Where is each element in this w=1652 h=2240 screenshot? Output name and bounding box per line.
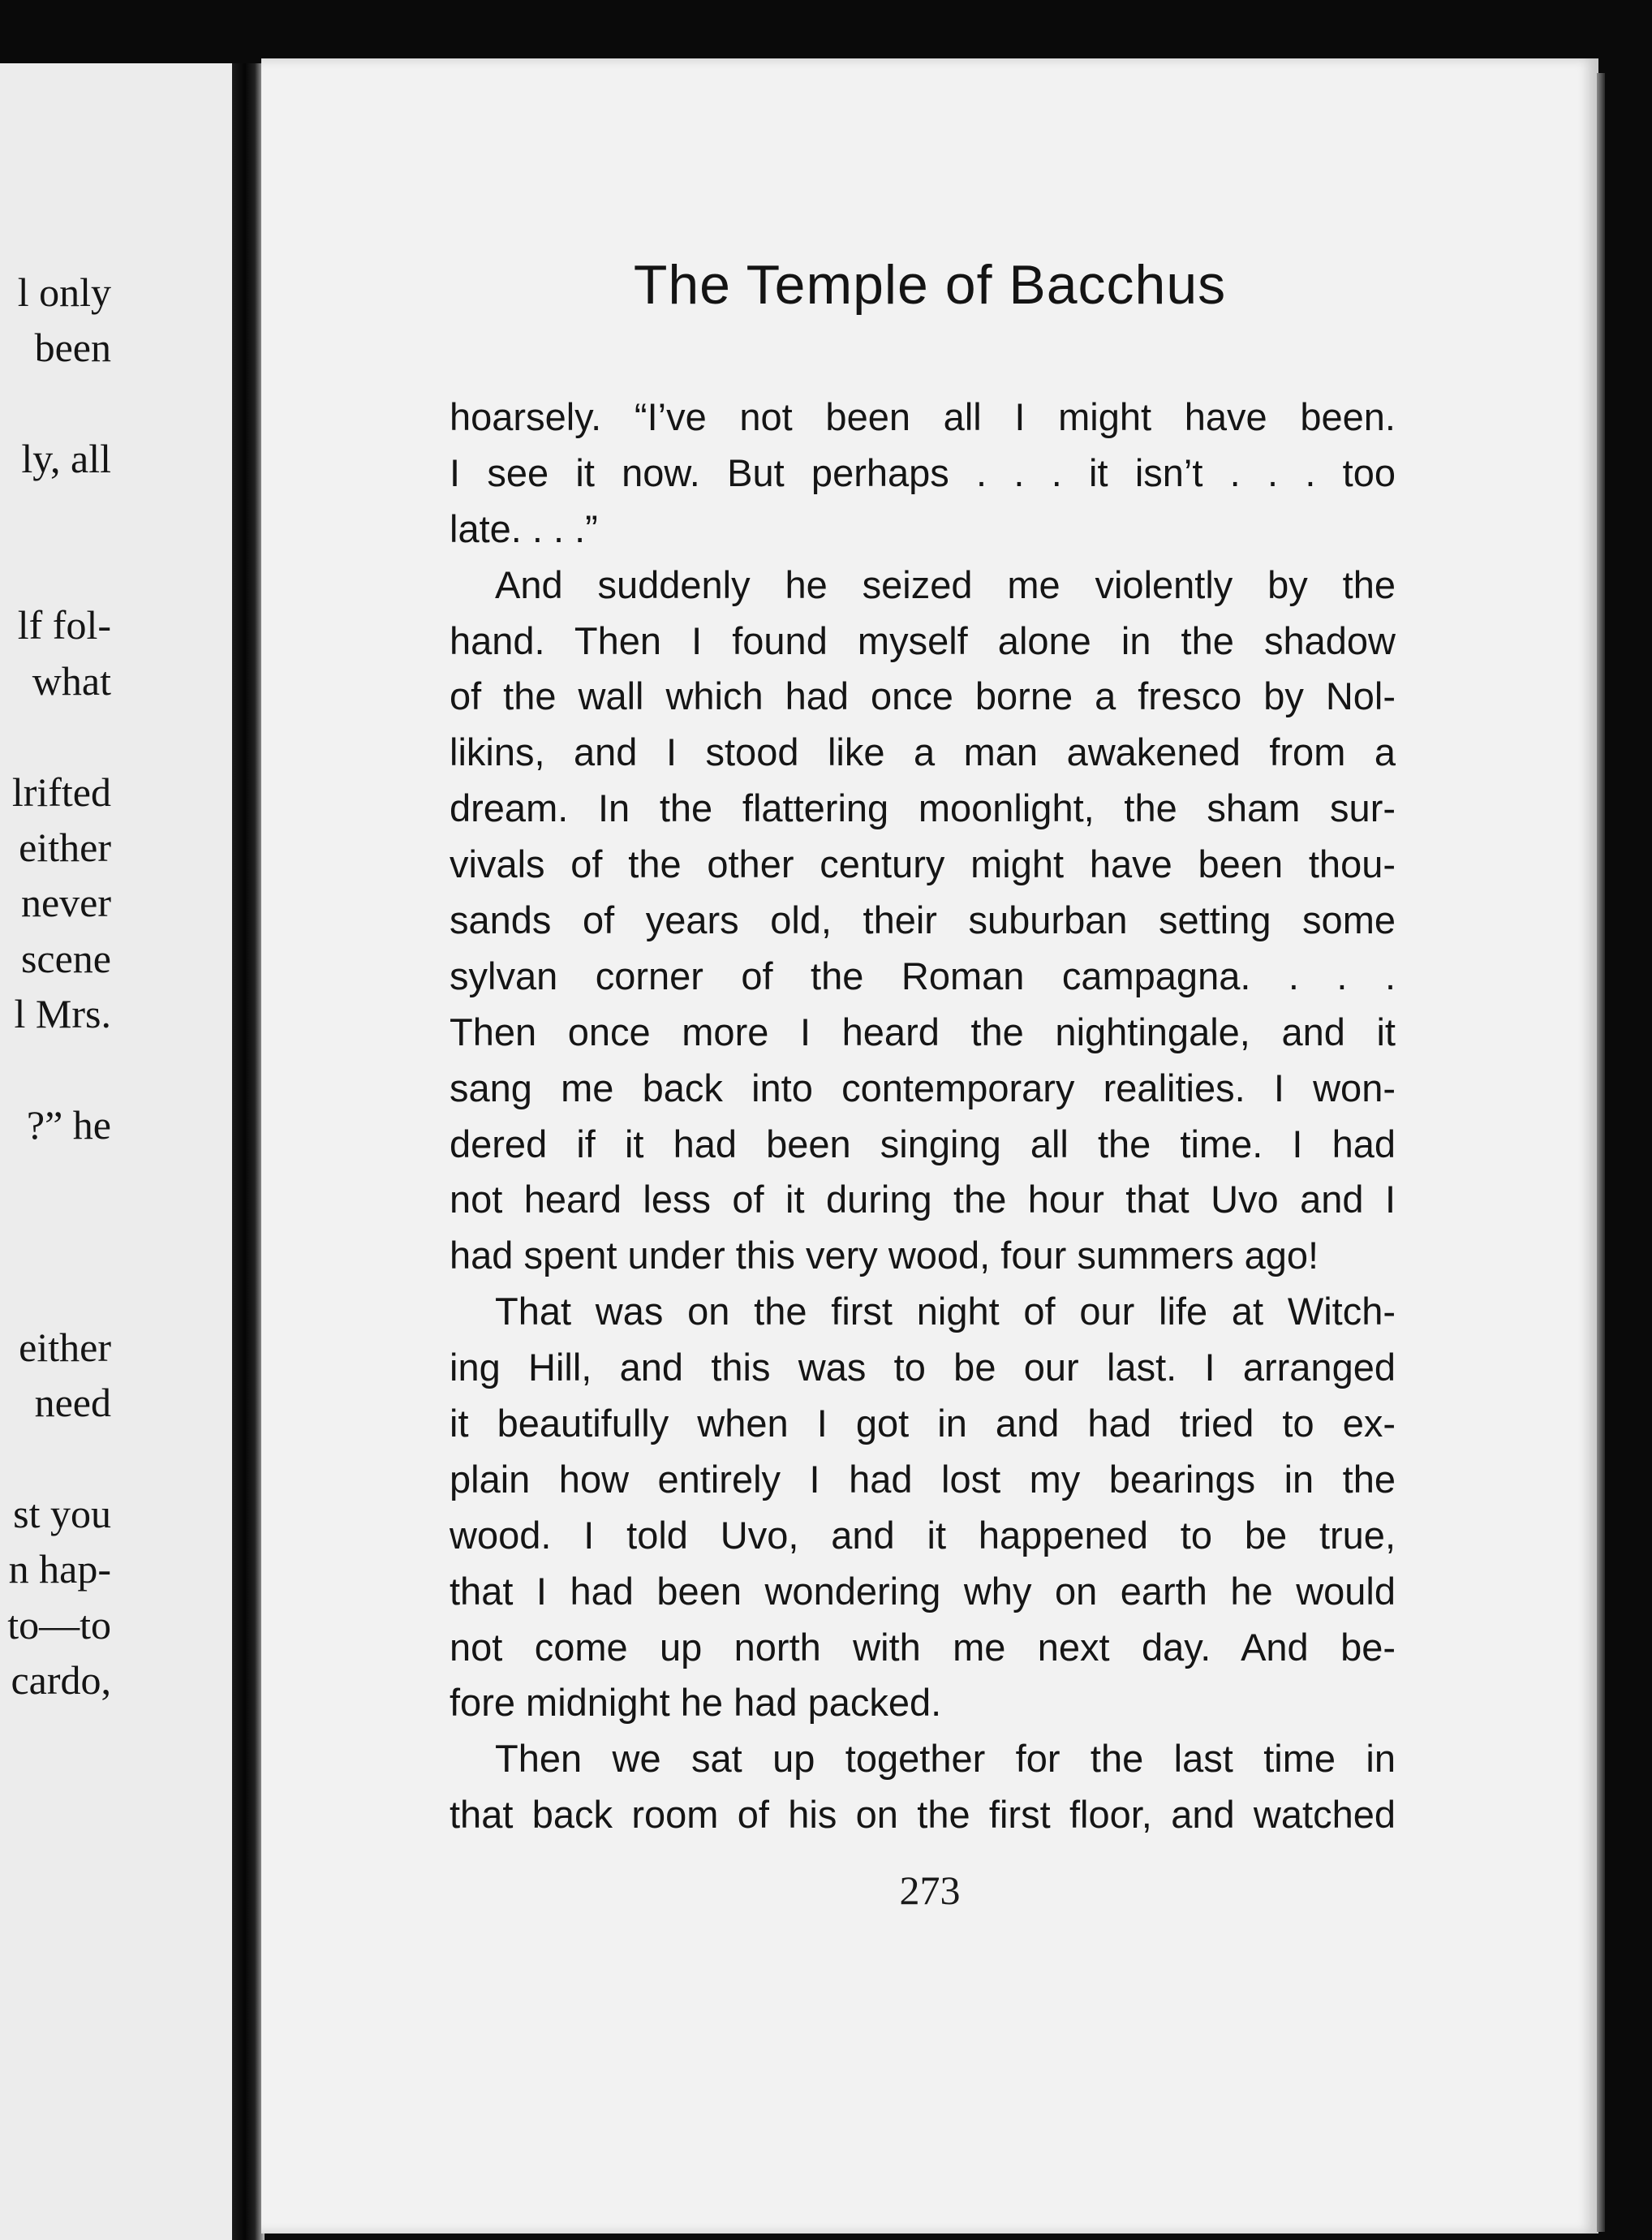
previous-page — [0, 63, 239, 2240]
previous-page-line: lrifted — [11, 769, 111, 815]
text-line: vivals of the other century might have been thou- — [450, 842, 1396, 886]
previous-page-line: need — [34, 1380, 111, 1425]
text-line: that back room of his on the first floor, and watched — [450, 1793, 1396, 1837]
text-line: Then once more I heard the nightingale, and it — [450, 1010, 1396, 1053]
text-line: plain how entirely I had lost my bearings in the — [450, 1457, 1396, 1501]
previous-page-line: either — [19, 1324, 111, 1370]
text-line: not come up north with me next day. And be- — [450, 1625, 1396, 1669]
previous-page-line: either — [19, 825, 111, 870]
previous-page-line: what — [32, 657, 111, 704]
previous-page-line: lf fol- — [17, 602, 111, 648]
previous-page-line: ly, all — [21, 436, 111, 482]
previous-page-line: never — [20, 880, 111, 926]
previous-page-line: scene — [20, 935, 111, 981]
text-line: not heard less of it during the hour that Uvo and I — [450, 1178, 1396, 1221]
text-line: ing Hill, and this was to be our last. I arranged — [450, 1346, 1396, 1389]
page-edge — [1597, 73, 1605, 2232]
previous-page-line: ?” he — [26, 1102, 111, 1148]
text-line: dered if it had been singing all the time. I had — [450, 1122, 1396, 1165]
text-line: I see it now. But perhaps . . . it isn’t . . . too — [450, 450, 1396, 494]
previous-page-line: been — [34, 325, 111, 371]
text-line: had spent under this very wood, four summers ago! — [450, 1234, 1319, 1277]
text-line: hand. Then I found myself alone in the shadow — [450, 618, 1396, 662]
text-line: late. . . .” — [450, 506, 598, 550]
previous-page-line: l only — [17, 269, 111, 315]
text-line: That was on the first night of our life at Witch- — [495, 1290, 1396, 1333]
previous-page-line: l Mrs. — [14, 991, 111, 1037]
text-line: that I had been wondering why on earth he would — [450, 1569, 1396, 1613]
text-line: hoarsely. “I’ve not been all I might have been. — [450, 395, 1396, 438]
body-text — [450, 390, 1396, 1843]
text-line: And suddenly he seized me violently by the — [495, 562, 1396, 606]
book-gutter — [232, 63, 265, 2240]
text-line: Then we sat up together for the last time in — [495, 1737, 1396, 1781]
previous-page-line: to—to — [7, 1601, 111, 1648]
text-line: fore midnight he had packed. — [450, 1681, 942, 1725]
previous-page-line: st you — [13, 1490, 111, 1536]
text-line: likins, and I stood like a man awakened from a — [450, 730, 1396, 774]
text-line: sang me back into contemporary realities. I won- — [450, 1066, 1396, 1109]
running-head: The Temple of Bacchus — [633, 254, 1227, 316]
previous-page-line: n hap- — [8, 1546, 111, 1592]
text-line: wood. I told Uvo, and it happened to be true, — [450, 1513, 1396, 1557]
text-line: of the wall which had once borne a fresco by Nol- — [450, 674, 1396, 718]
text-line: it beautifully when I got in and had tried to ex- — [450, 1402, 1396, 1445]
previous-page-line: cardo, — [11, 1657, 111, 1703]
book-page — [261, 58, 1598, 2234]
page-number: 273 — [899, 1867, 961, 1913]
text-line: sylvan corner of the Roman campagna. . . . — [450, 954, 1396, 997]
text-line: sands of years old, their suburban setting some — [450, 898, 1396, 942]
text-line: dream. In the flattering moonlight, the sham sur- — [450, 786, 1396, 830]
